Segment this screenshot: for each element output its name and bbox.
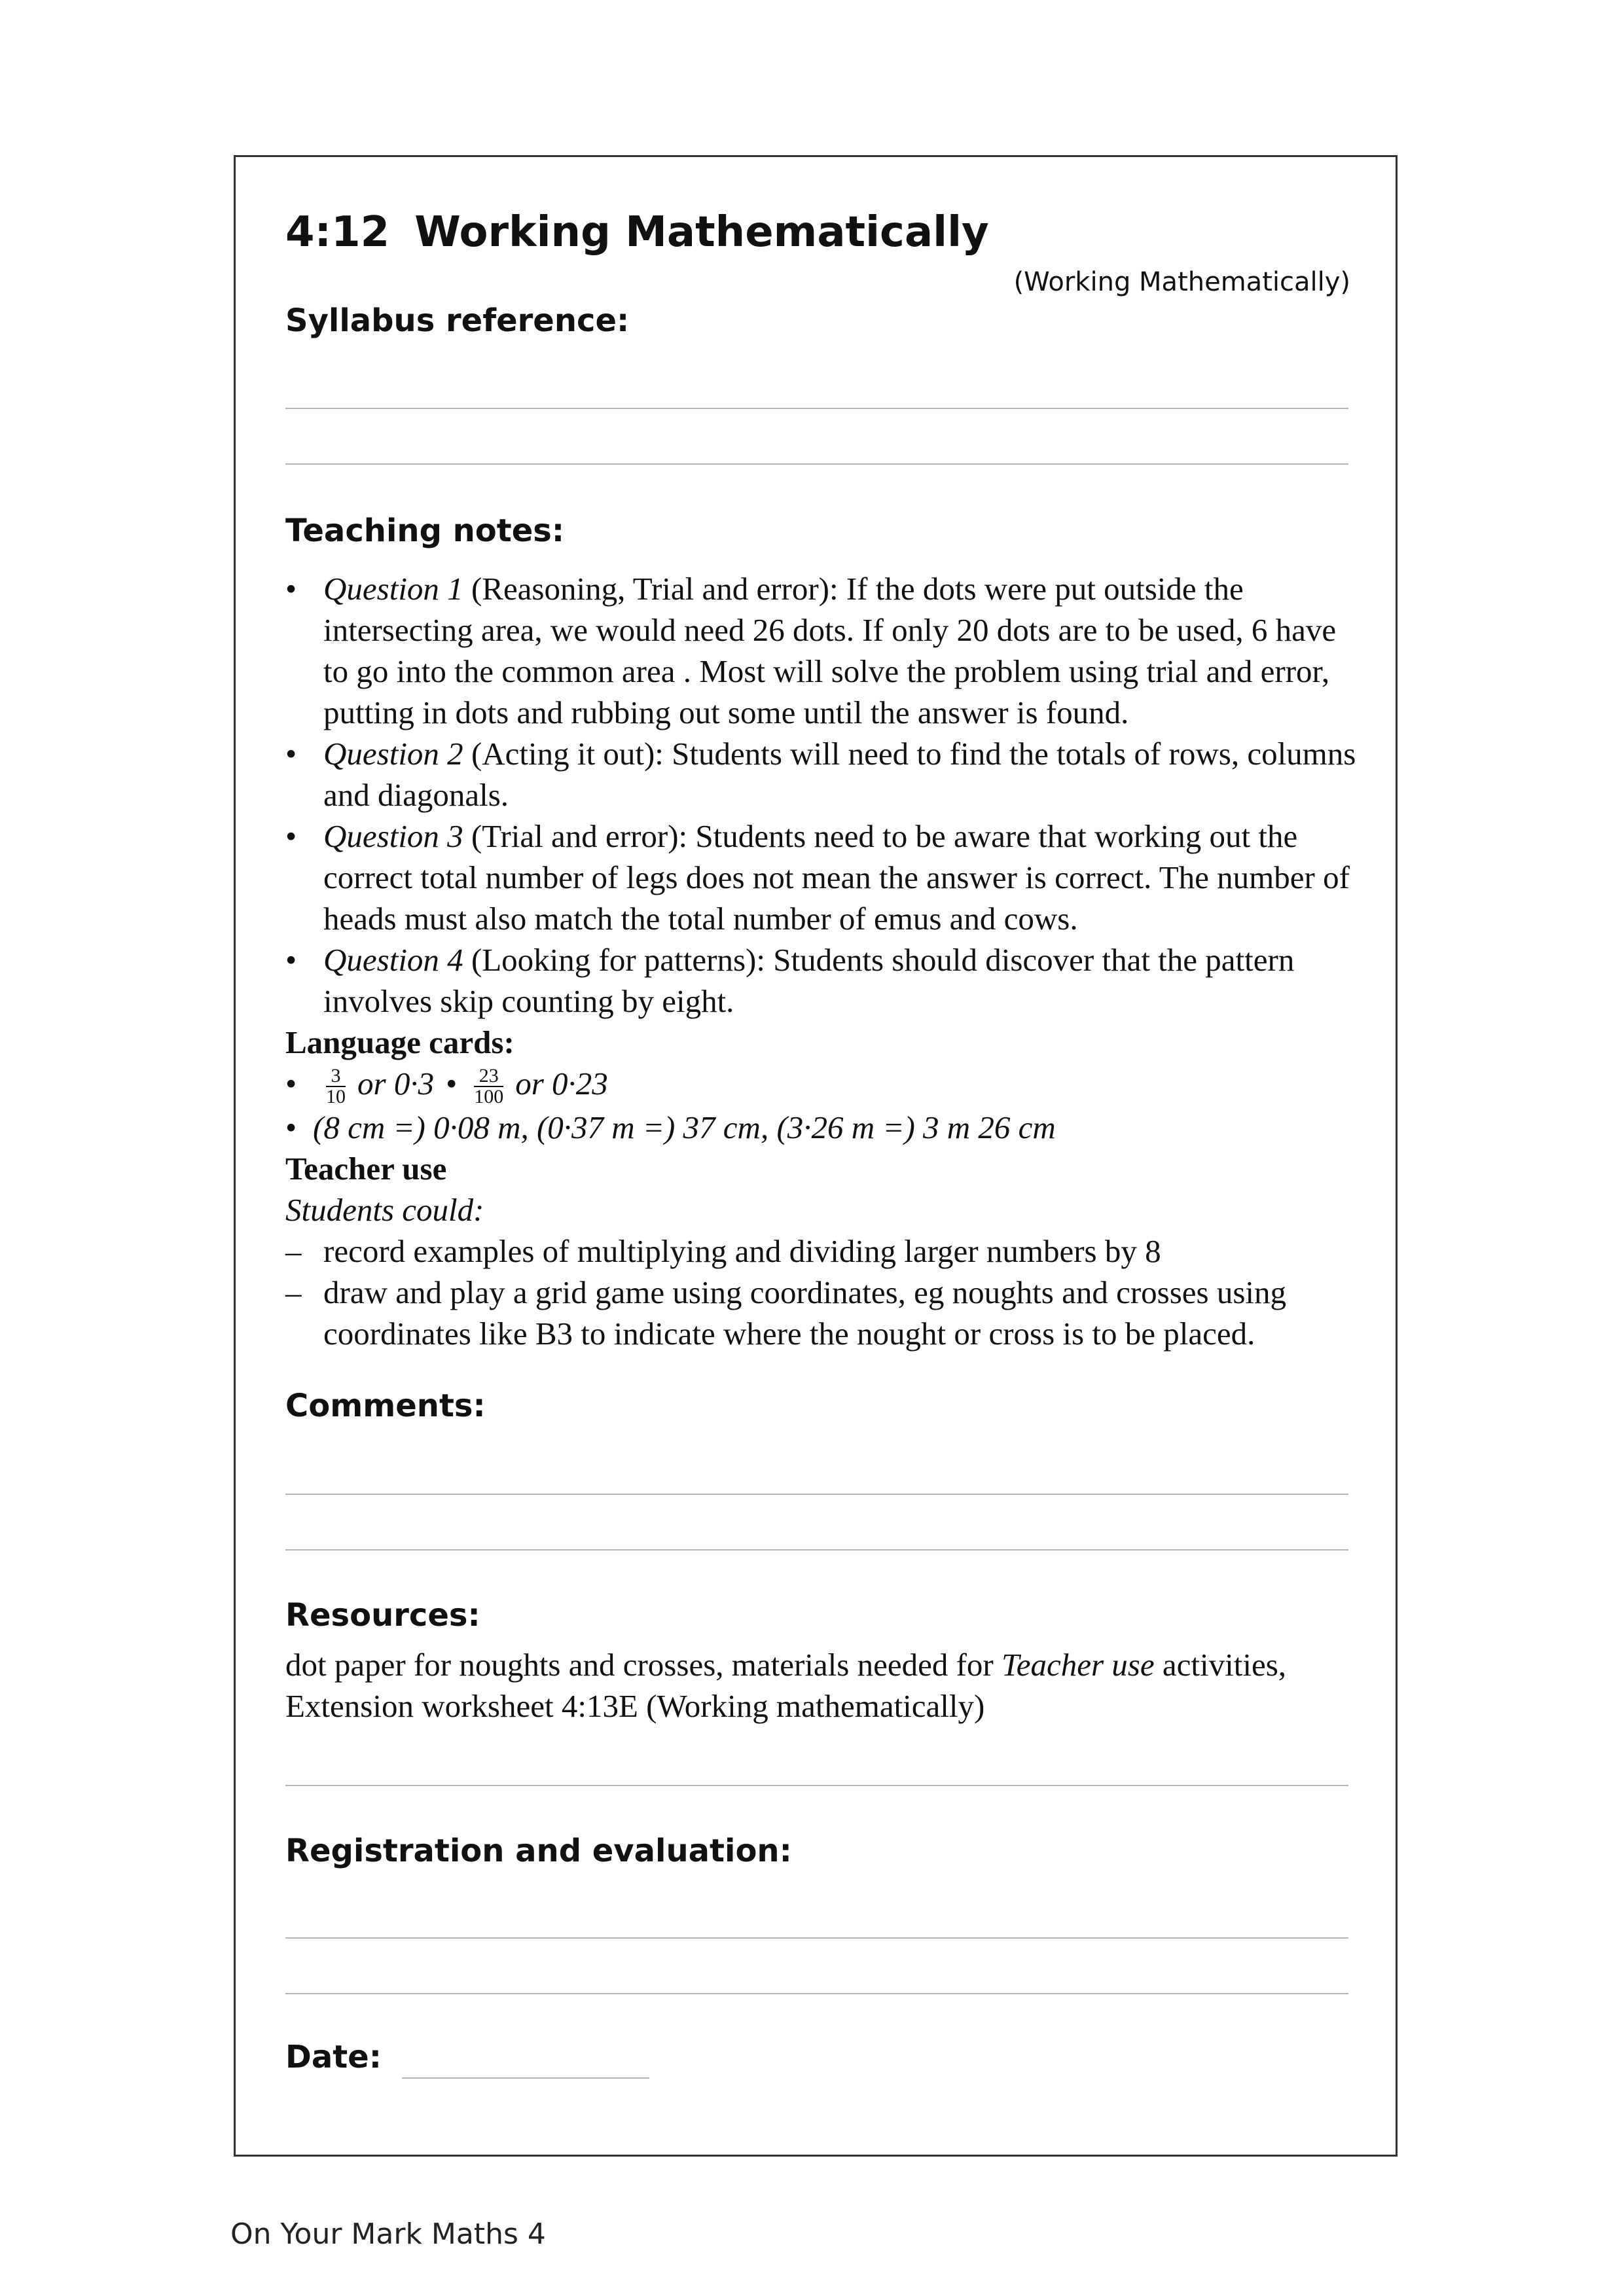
teacher-use-heading: Teacher use xyxy=(285,1151,447,1187)
teacher-use-item: – draw and play a grid game using coordinates, eg noughts and crosses using coordinates like B3 to indicate where the nought or cross is to be placed. xyxy=(285,1274,1287,1352)
registration-heading: Registration and evaluation: xyxy=(285,1833,792,1869)
syllabus-line-1[interactable] xyxy=(285,408,1348,409)
resources-text: dot paper for noughts and crosses, materials needed for Teacher use activities, Extension worksheet 4:13E (Working mathematically) xyxy=(285,1647,1287,1724)
comments-line-2[interactable] xyxy=(285,1549,1348,1551)
note-question-1 xyxy=(285,568,1359,733)
language-cards-heading: Language cards: xyxy=(285,1024,514,1060)
fraction-decimal-2: or 0·23 xyxy=(515,1066,608,1102)
syllabus-line-2[interactable] xyxy=(285,463,1348,465)
comments-line-1[interactable] xyxy=(285,1494,1348,1495)
resources-line[interactable] xyxy=(285,1785,1348,1786)
fraction-23-hundredths: $\frac{23}{100}$ xyxy=(474,1065,504,1107)
resources-heading: Resources: xyxy=(285,1597,480,1634)
teacher-use-item: – record examples of multiplying and dividing larger numbers by 8 xyxy=(285,1233,1161,1269)
teacher-use-list xyxy=(285,1230,1359,1354)
registration-line-2[interactable] xyxy=(285,1993,1348,1994)
page-title xyxy=(285,208,989,257)
language-cards-measures: • (8 cm =) 0·08 m, (0·37 m =) 37 cm, (3·26 m =) 3 m 26 cm xyxy=(285,1107,1359,1148)
footer-book-title: On Your Mark Maths 4 xyxy=(230,2217,546,2251)
note-text: (Reasoning, Trial and error): If the dots were put outside the intersecting area, we would need 26 dots. If only 20 dots are to be used, 6 have to go into the common area . Most will solve the problem using trial and error, putting in dots and rubbing out some until the answer is found. xyxy=(323,571,1337,730)
date-label: Date: xyxy=(285,2039,382,2075)
lesson-title: Working Mathematically xyxy=(414,208,989,257)
note-question-3 xyxy=(285,816,1359,939)
note-question-4 xyxy=(285,939,1359,1022)
teaching-notes-heading: Teaching notes: xyxy=(285,512,565,549)
lesson-number: 4:12 xyxy=(285,208,390,257)
language-cards-fractions xyxy=(285,1063,1359,1107)
bullet-icon: • xyxy=(285,1066,297,1102)
note-question-label: Question 3 xyxy=(323,818,463,854)
teaching-notes-list xyxy=(285,568,1359,1022)
teaching-notes-body xyxy=(285,568,1359,1354)
date-field-line[interactable] xyxy=(402,2077,649,2079)
fraction-decimal-1: or 0·3 xyxy=(357,1066,435,1102)
syllabus-heading: Syllabus reference: xyxy=(285,302,630,339)
strand-label: (Working Mathematically) xyxy=(1013,267,1350,297)
note-text: (Looking for patterns): Students should discover that the pattern involves skip counting by eight. xyxy=(323,942,1295,1019)
note-text: (Acting it out): Students will need to find the totals of rows, columns and diagonals. xyxy=(323,736,1356,813)
fraction-three-tenths: $\frac{3}{10}$ xyxy=(326,1065,346,1107)
note-question-label: Question 1 xyxy=(323,571,463,607)
bullet-icon: • xyxy=(446,1066,458,1102)
note-question-label: Question 4 xyxy=(323,942,463,978)
comments-heading: Comments: xyxy=(285,1388,486,1424)
note-text: (Trial and error): Students need to be aware that working out the correct total number of legs does not mean the answer is correct. The number of heads must also match the total number of emus and cows. xyxy=(323,818,1350,937)
teacher-use-intro: Students could: xyxy=(285,1192,484,1228)
note-question-label: Question 2 xyxy=(323,736,463,772)
registration-line-1[interactable] xyxy=(285,1937,1348,1939)
note-question-2 xyxy=(285,733,1359,816)
bullet-icon: • xyxy=(285,1109,297,1145)
